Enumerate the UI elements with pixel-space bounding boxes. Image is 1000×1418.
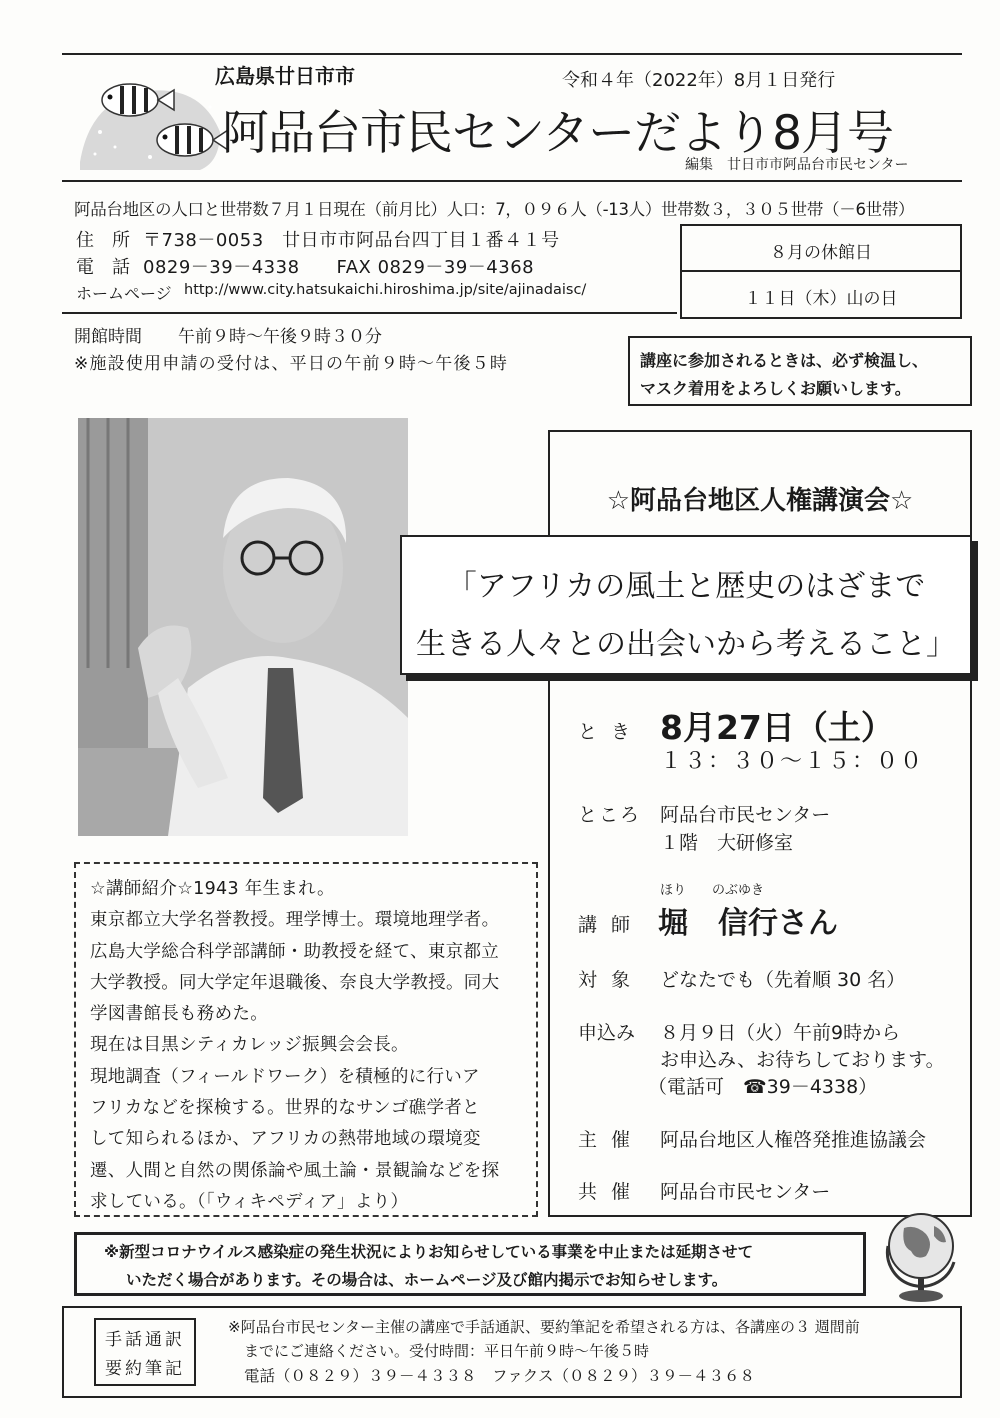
header-city: 広島県廿日市市 xyxy=(215,64,355,88)
mask-notice-line1: 講座に参加されるときは、必ず検温し、 xyxy=(640,351,929,370)
hours-value: 午前９時～午後９時３０分 xyxy=(178,327,382,347)
host-label: 主催 xyxy=(578,1129,645,1151)
apply-line1: ８月９日（火）午前9時から xyxy=(660,1022,901,1044)
where-label: ところ xyxy=(578,804,642,826)
fish-illustration-icon xyxy=(70,62,230,172)
header-top-rule xyxy=(62,53,962,55)
hours-label: 開館時間 xyxy=(74,327,142,347)
covid-notice-line1: ※新型コロナウイルス感染症の発生状況によりお知らせしている事業を中止または延期させて xyxy=(104,1243,754,1261)
intro-line: して知られるほか、アフリカの熱帯地域の環境変 xyxy=(90,1129,481,1150)
event-frame-top xyxy=(548,430,972,432)
footer-line1: ※阿品台市民センター主催の講座で手話通訳、要約筆記を希望される方は、各講座の３ 週間前 xyxy=(228,1318,860,1336)
speaker-name: 堀 信行さん xyxy=(658,906,838,941)
footer-line3: 電話（０８２９）３９－４３３８ ファクス（０８２９）３９－４３６８ xyxy=(244,1367,756,1385)
speaker-ruby: ほり のぶゆき xyxy=(660,883,765,898)
host-value: 阿品台地区人権啓発推進協議会 xyxy=(660,1129,927,1151)
target-value: どなたでも（先着順 30 名） xyxy=(660,969,906,991)
application-note: ※施設使用申請の受付は、平日の午前９時～午後５時 xyxy=(74,354,509,374)
intro-line: 遷、人間と自然の関係論や風土論・景観論などを探 xyxy=(90,1160,500,1181)
lecture-title-box xyxy=(400,535,972,675)
apply-label: 申込み xyxy=(578,1022,636,1044)
apply-line3: （電話可 ☎39－4338） xyxy=(648,1076,878,1098)
phone-value: 0829－39－4338 FAX 0829－39－4368 xyxy=(143,257,535,278)
info-bottom-rule xyxy=(62,312,677,314)
address-label: 住 所 xyxy=(76,230,130,251)
closed-days-title: ８月の休館日 xyxy=(770,243,872,263)
mask-notice-line2: マスク着用をよろしくお願いします。 xyxy=(640,379,911,398)
lecture-title-line2: 生きる人々との出会いから考えること」 xyxy=(416,627,956,662)
when-time: １３：３０～１５：００ xyxy=(660,749,925,774)
address-value: 〒738－0053 廿日市市阿品台四丁目１番４１号 xyxy=(143,230,560,251)
homepage-link[interactable]: http://www.city.hatsukaichi.hiroshima.jp/site/ajinadaisc/ xyxy=(184,282,587,298)
event-heading: ☆阿品台地区人権講演会☆ xyxy=(606,486,914,516)
cohost-value: 阿品台市民センター xyxy=(660,1181,831,1203)
speaker-intro-box xyxy=(74,862,538,1217)
intro-line: 東京都立大学名誉教授。理学博士。環境地理学者。 xyxy=(90,910,500,931)
cohost-label: 共催 xyxy=(578,1181,645,1203)
intro-line: フリカなどを探検する。世界的なサンゴ礁学者と xyxy=(90,1098,480,1119)
where-line2: １階 大研修室 xyxy=(660,832,794,854)
when-date: 8月27日（土） xyxy=(660,708,894,747)
speaker-photo xyxy=(78,418,408,836)
footer-label-sign-language: 手話通訳 xyxy=(105,1330,185,1350)
intro-line: 学図書館長も務めた。 xyxy=(90,1004,268,1025)
header-title: 阿品台市民センターだより8月号 xyxy=(222,106,894,161)
closed-days-divider xyxy=(680,270,962,272)
closed-days-date: １１日（木）山の日 xyxy=(744,289,898,309)
phone-label: 電 話 xyxy=(76,257,130,278)
intro-line: 現在は目黒シティカレッジ振興会会長。 xyxy=(90,1035,409,1056)
lecture-title-line1: 「アフリカの風土と歴史のはざまで xyxy=(446,569,926,604)
intro-line: 求している。（「ウィキペディア」より） xyxy=(90,1191,409,1212)
intro-line: ☆講師紹介☆1943 年生まれ。 xyxy=(90,879,335,899)
intro-line: 大学教授。同大学定年退職後、奈良大学教授。同大 xyxy=(90,972,500,993)
globe-icon xyxy=(876,1206,966,1306)
intro-line: 現地調査（フィールドワーク）を積極的に行いア xyxy=(90,1066,480,1087)
speaker-label: 講師 xyxy=(578,914,645,936)
target-label: 対象 xyxy=(578,969,645,991)
intro-line: 広島大学総合科学部講師・助教授を経て、東京都立 xyxy=(90,941,500,962)
header-issue-date: 令和４年（2022年）8月１日発行 xyxy=(562,70,836,91)
header-editor: 編集 廿日市市阿品台市民センター xyxy=(685,157,909,173)
covid-notice-line2: いただく場合があります。その場合は、ホームページ及び館内掲示でお知らせします。 xyxy=(126,1271,728,1289)
when-label: とき xyxy=(578,721,645,743)
header-bottom-rule xyxy=(62,180,962,182)
where-line1: 阿品台市民センター xyxy=(660,804,831,826)
footer-line2: までにご連絡ください。受付時間：平日午前９時～午後５時 xyxy=(244,1342,650,1360)
homepage-label: ホームページ xyxy=(76,284,172,303)
population-info: 阿品台地区の人口と世帯数７月１日現在（前月比）人口：7，０９６人（-13人）世帯数３，３０５世帯（－6世帯） xyxy=(74,200,915,219)
footer-label-summary-writing: 要約筆記 xyxy=(105,1359,185,1379)
apply-line2: お申込み、お待ちしております。 xyxy=(660,1049,945,1071)
